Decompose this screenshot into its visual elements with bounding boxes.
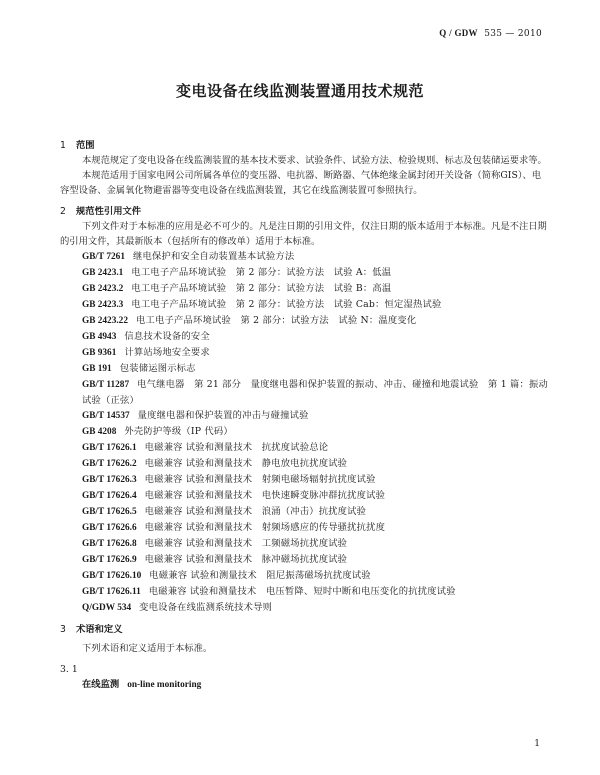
scope-paragraph-1: 本规范规定了变电设备在线监测装置的基本技术要求、试验条件、试验方法、检验规则、标志及包装储运要求等。 (82, 155, 547, 166)
section-title: 范围 (76, 140, 95, 151)
reference-code: GB 4943 (82, 332, 117, 342)
section-3-heading (60, 622, 550, 637)
reference-item (60, 536, 550, 552)
reference-title: 电磁兼容 试验和测量技术 电快速瞬变脉冲群抗扰度试验 (144, 490, 386, 501)
standard-number: 535 — 2010 (484, 29, 542, 39)
reference-code: GB/T 11287 (82, 380, 130, 390)
reference-code: GB 191 (82, 364, 112, 374)
reference-item (60, 408, 550, 424)
reference-item (60, 281, 550, 297)
section-1-heading (60, 138, 550, 153)
reference-code: GB/T 17626.10 (82, 571, 142, 581)
reference-item (60, 488, 550, 504)
reference-item (60, 584, 550, 600)
reference-code: Q/GDW 534 (82, 603, 132, 613)
reference-code: GB 4208 (82, 427, 117, 437)
reference-code: GB/T 17626.6 (82, 523, 137, 533)
term-number: 3. 1 (60, 664, 78, 675)
reference-code: GB/T 17626.3 (82, 475, 137, 485)
reference-title: 电磁兼容 试验和测量技术 射频电磁场辐射抗扰度试验 (144, 474, 376, 485)
reference-title: 变电设备在线监测系统技术导则 (139, 602, 273, 613)
reference-title: 电工电子产品环境试验 第 2 部分：试验方法 试验 N：温度变化 (135, 315, 417, 326)
reference-code: GB/T 7261 (82, 252, 125, 262)
reference-code: GB/T 17626.5 (82, 507, 137, 517)
reference-list (60, 249, 550, 616)
reference-title: 电磁兼容 试验和测量技术 静电放电抗扰度试验 (144, 458, 348, 469)
reference-code: GB/T 17626.11 (82, 587, 141, 597)
reference-title: 电磁兼容 试验和测量技术 工频磁场抗扰度试验 (144, 538, 348, 549)
terms-intro: 下列术语和定义适用于本标准。 (82, 643, 213, 654)
reference-item (60, 249, 550, 265)
reference-title: 电磁兼容 试验和测量技术 射频场感应的传导骚扰抗扰度 (144, 522, 386, 533)
reference-item (60, 313, 550, 329)
references-intro: 下列文件对于本标准的应用是必不可少的。凡是注日期的引用文件，仅注日期的版本适用于本标准。凡是不注日期的引用文件，其最新版本（包括所有的修改单）适用于本标准。 (60, 221, 547, 247)
reference-title: 包装储运图示标志 (119, 363, 196, 374)
reference-title: 电工电子产品环境试验 第 2 部分：试验方法 试验 Cab：恒定湿热试验 (131, 299, 442, 310)
section-2-heading (60, 204, 550, 219)
section-number: 2 (60, 206, 66, 217)
reference-item (60, 568, 550, 584)
document-header (439, 28, 542, 39)
document-body (60, 138, 550, 693)
reference-code: GB 9361 (82, 348, 117, 358)
reference-title: 电磁兼容 试验和测量技术 阻尼振荡磁场抗扰度试验 (149, 570, 371, 581)
reference-item (60, 377, 550, 408)
reference-item (60, 456, 550, 472)
reference-item (60, 424, 550, 440)
reference-item (60, 600, 550, 616)
document-title: 变电设备在线监测装置通用技术规范 (175, 82, 424, 100)
reference-code: GB/T 17626.8 (82, 539, 137, 549)
reference-item (60, 265, 550, 281)
reference-item (60, 472, 550, 488)
reference-title: 继电保护和安全自动装置基本试验方法 (132, 251, 295, 262)
reference-title: 电工电子产品环境试验 第 2 部分：试验方法 试验 A：低温 (131, 267, 392, 278)
reference-item (60, 345, 550, 361)
reference-title: 外壳防护等级（IP 代码） (124, 426, 233, 437)
reference-code: GB/T 17626.1 (82, 443, 137, 453)
section-number: 3 (60, 624, 66, 635)
term-entry (60, 677, 550, 693)
reference-title: 电气继电器 第 21 部分 量度继电器和保护装置的振动、冲击、碰撞和地震试验 第 1 篇：振动试验（正弦） (82, 379, 548, 406)
reference-item (60, 361, 550, 377)
reference-title: 电磁兼容 试验和测量技术 脉冲磁场抗扰度试验 (144, 554, 348, 565)
term-chinese: 在线监测 (82, 679, 120, 690)
reference-title: 量度继电器和保护装置的冲击与碰撞试验 (137, 410, 309, 421)
reference-item (60, 297, 550, 313)
reference-item (60, 504, 550, 520)
section-title: 规范性引用文件 (76, 206, 142, 217)
section-title: 术语和定义 (76, 624, 123, 635)
scope-paragraph-2: 本规范适用于国家电网公司所属各单位的变压器、电抗器、断路器、气体绝缘金属封闭开关设备（简称GIS）、电容型设备、金属氧化物避雷器等变电设备在线监测装置，其它在线监测装置可参照执行。 (60, 170, 542, 196)
reference-item (60, 440, 550, 456)
standard-code: Q / GDW (439, 28, 478, 38)
reference-code: GB/T 17626.9 (82, 555, 137, 565)
term-english: on-line monitoring (127, 680, 202, 690)
reference-code: GB 2423.3 (82, 300, 124, 310)
reference-title: 电磁兼容 试验和测量技术 浪涌（冲击）抗扰度试验 (144, 506, 367, 517)
reference-code: GB/T 17626.2 (82, 459, 137, 469)
reference-code: GB/T 14537 (82, 411, 130, 421)
reference-code: GB/T 17626.4 (82, 491, 137, 501)
reference-item (60, 552, 550, 568)
reference-title: 电磁兼容 试验和测量技术 电压暂降、短时中断和电压变化的抗扰度试验 (148, 586, 456, 597)
reference-code: GB 2423.2 (82, 284, 124, 294)
page-number: 1 (534, 739, 540, 749)
reference-code: GB 2423.1 (82, 268, 124, 278)
reference-title: 信息技术设备的安全 (124, 331, 210, 342)
reference-item (60, 329, 550, 345)
section-number: 1 (60, 140, 66, 151)
reference-title: 电工电子产品环境试验 第 2 部分：试验方法 试验 B：高温 (131, 283, 392, 294)
reference-title: 电磁兼容 试验和测量技术 抗扰度试验总论 (144, 442, 329, 453)
reference-title: 计算站场地安全要求 (124, 347, 210, 358)
reference-code: GB 2423.22 (82, 316, 128, 326)
reference-item (60, 520, 550, 536)
